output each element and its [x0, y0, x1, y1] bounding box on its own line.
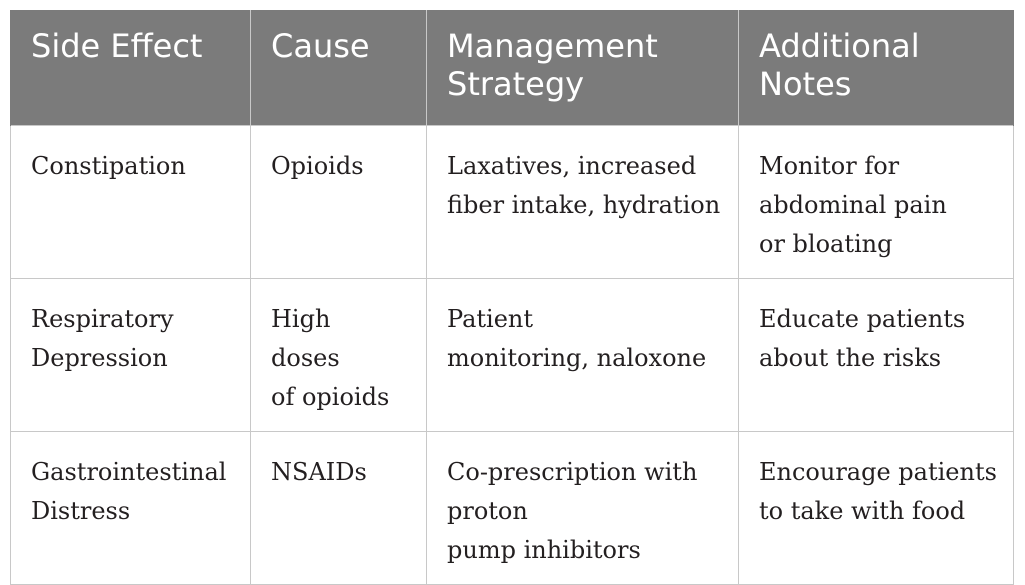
cell-line: Patient: [447, 305, 534, 333]
cell-line: Gastrointestinal: [31, 458, 227, 486]
cell-side-effect: [11, 432, 251, 585]
table-row: [11, 279, 1014, 432]
cell-line: Educate patients: [759, 305, 966, 333]
header-management-strategy: [427, 10, 739, 126]
header-row: [11, 10, 1014, 126]
cell-line: NSAIDs: [271, 458, 367, 486]
cell-line: abdominal pain: [759, 191, 947, 219]
table-row: [11, 432, 1014, 585]
header-line: Management: [447, 27, 658, 65]
cell-line: Depression: [31, 344, 168, 372]
cell-additional-notes: [739, 279, 1014, 432]
cell-cause: [251, 279, 427, 432]
cell-line: Laxatives, increased: [447, 152, 697, 180]
header-additional-notes: [739, 10, 1014, 126]
cell-line: fiber intake, hydration: [447, 191, 721, 219]
side-effects-table: [10, 10, 1014, 585]
table-row: [11, 126, 1014, 279]
cell-additional-notes: [739, 432, 1014, 585]
header-line: Notes: [759, 65, 852, 103]
header-cause: [251, 10, 427, 126]
cell-line: doses: [271, 344, 340, 372]
cell-line: Co-prescription with: [447, 458, 698, 486]
cell-cause: [251, 432, 427, 585]
cell-side-effect: [11, 126, 251, 279]
cell-line: Distress: [31, 497, 131, 525]
cell-line: of opioids: [271, 383, 390, 411]
cell-additional-notes: [739, 126, 1014, 279]
cell-line: High: [271, 305, 331, 333]
cell-side-effect: [11, 279, 251, 432]
cell-line: Respiratory: [31, 305, 174, 333]
header-line: Side Effect: [31, 27, 203, 65]
header-side-effect: [11, 10, 251, 126]
cell-cause: [251, 126, 427, 279]
header-line: Strategy: [447, 65, 585, 103]
header-line: Cause: [271, 27, 370, 65]
header-line: Additional: [759, 27, 920, 65]
side-effects-table-container: [10, 10, 1013, 585]
cell-line: to take with food: [759, 497, 966, 525]
cell-line: or bloating: [759, 230, 893, 258]
cell-line: Opioids: [271, 152, 364, 180]
cell-line: pump inhibitors: [447, 536, 641, 564]
cell-line: proton: [447, 497, 528, 525]
cell-line: monitoring, naloxone: [447, 344, 707, 372]
cell-management-strategy: [427, 126, 739, 279]
cell-management-strategy: [427, 279, 739, 432]
cell-line: about the risks: [759, 344, 942, 372]
cell-management-strategy: [427, 432, 739, 585]
cell-line: Monitor for: [759, 152, 900, 180]
cell-line: Constipation: [31, 152, 186, 180]
cell-line: Encourage patients: [759, 458, 997, 486]
